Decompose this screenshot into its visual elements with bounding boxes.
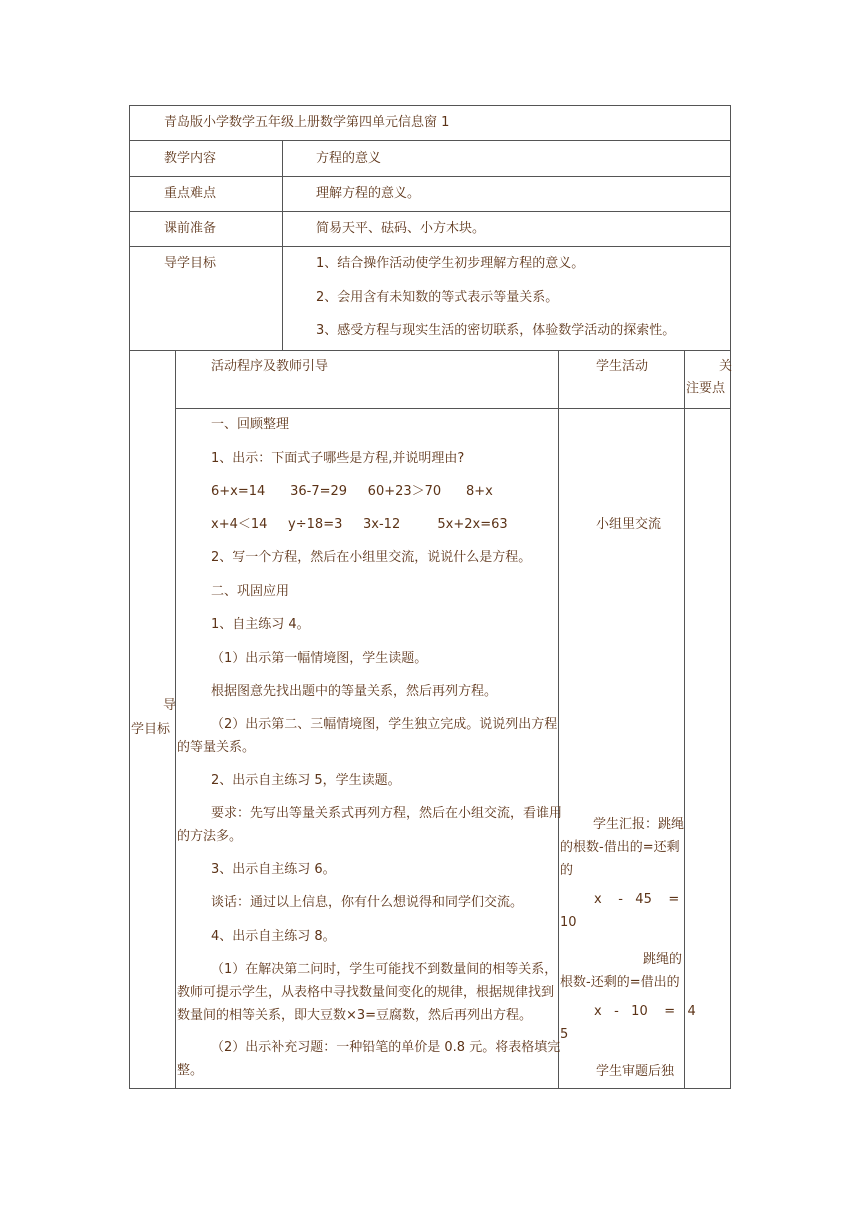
value-difficulty: 理解方程的意义。 (316, 186, 421, 201)
equation-line: 6+x=14 36-7=29 60+23＞70 8+x (211, 484, 493, 499)
student-line: 的根数-借出的=还剩 (560, 840, 680, 855)
activity-line: 根据图意先找出题中的等量关系，然后再列方程。 (211, 684, 498, 699)
document-title: 青岛版小学数学五年级上册数学第四单元信息窗 1 (164, 115, 450, 130)
activity-line: 4、出示自主练习 8。 (211, 929, 336, 944)
col-divider (175, 350, 176, 1089)
row-divider (129, 350, 731, 351)
value-preparation: 简易天平、砝码、小方木块。 (316, 221, 486, 236)
activity-line: （2）出示第二、三幅情境图，学生独立完成。说说列出方程 (211, 717, 558, 732)
col-divider (558, 350, 559, 1089)
activity-line: 2、出示自主练习 5，学生读题。 (211, 773, 401, 788)
label-difficulty: 重点难点 (164, 186, 217, 201)
row-divider (129, 140, 731, 141)
row-divider (129, 176, 731, 177)
student-line: 的 (560, 863, 574, 878)
student-line: 5 (560, 1027, 569, 1042)
col-header-focus-1: 关 (719, 359, 733, 374)
activity-line: 3、出示自主练习 6。 (211, 862, 336, 877)
table-border-bottom (129, 1088, 731, 1089)
label-content: 教学内容 (164, 151, 217, 166)
col-header-activity: 活动程序及教师引导 (211, 359, 329, 374)
label-preparation: 课前准备 (164, 221, 217, 236)
activity-line: 二、巩固应用 (211, 584, 290, 599)
activity-line: 2、写一个方程，然后在小组里交流，说说什么是方程。 (211, 550, 532, 565)
activity-line: 谈话：通过以上信息，你有什么想说得和同学们交流。 (211, 895, 524, 910)
col-header-student: 学生活动 (596, 359, 649, 374)
col-divider (282, 140, 283, 351)
equation-line: x+4＜14 y÷18=3 3x-12 5x+2x=63 (211, 517, 508, 532)
student-line: x - 45 = (594, 892, 680, 907)
activity-line: 的方法多。 (177, 829, 243, 844)
row-divider (129, 211, 731, 212)
activity-line: 数量间的相等关系，即大豆数×3=豆腐数，然后再列出方程。 (177, 1008, 533, 1023)
activity-line: 整。 (177, 1063, 204, 1078)
table-border-top (129, 105, 731, 106)
student-line: 根数-还剩的=借出的 (560, 975, 680, 990)
table-border-left (129, 105, 130, 1089)
student-line: 学生审题后独 (596, 1064, 675, 1079)
activity-line: （1）在解决第二问时，学生可能找不到数量间的相等关系， (211, 962, 558, 977)
side-label-top: 导 (163, 698, 177, 713)
activity-line: 1、自主练习 4。 (211, 617, 310, 632)
col-divider (684, 350, 685, 1089)
student-line: 跳绳的 (643, 952, 683, 967)
value-content: 方程的意义 (316, 151, 382, 166)
activity-line: 1、出示：下面式子哪些是方程,并说明理由? (211, 451, 465, 466)
activity-line: 要求：先写出等量关系式再列方程，然后在小组交流，看谁用 (211, 806, 563, 821)
table-border-right (730, 105, 731, 1089)
student-line: 学生汇报：跳绳 (593, 817, 685, 832)
goal-item: 3、感受方程与现实生活的密切联系，体验数学活动的探索性。 (316, 323, 676, 338)
activity-line: 教师可提示学生，从表格中寻找数量间变化的规律，根据规律找到 (177, 985, 555, 1000)
student-line: 10 (560, 915, 577, 930)
activity-line: 一、回顾整理 (211, 417, 290, 432)
label-goals: 导学目标 (164, 256, 217, 271)
col-header-focus-2: 注要点 (686, 381, 726, 396)
student-line: x - 10 = 4 (594, 1004, 696, 1019)
activity-line: 的等量关系。 (177, 740, 256, 755)
header-divider (175, 408, 731, 409)
row-divider (129, 246, 731, 247)
goal-item: 1、结合操作活动使学生初步理解方程的意义。 (316, 256, 585, 271)
activity-line: （2）出示补充习题：一种铅笔的单价是 0.8 元。将表格填完 (211, 1040, 561, 1055)
side-label-bottom: 学目标 (131, 722, 171, 737)
student-line: 小组里交流 (596, 517, 662, 532)
activity-line: （1）出示第一幅情境图，学生读题。 (211, 651, 428, 666)
goal-item: 2、会用含有未知数的等式表示等量关系。 (316, 290, 559, 305)
